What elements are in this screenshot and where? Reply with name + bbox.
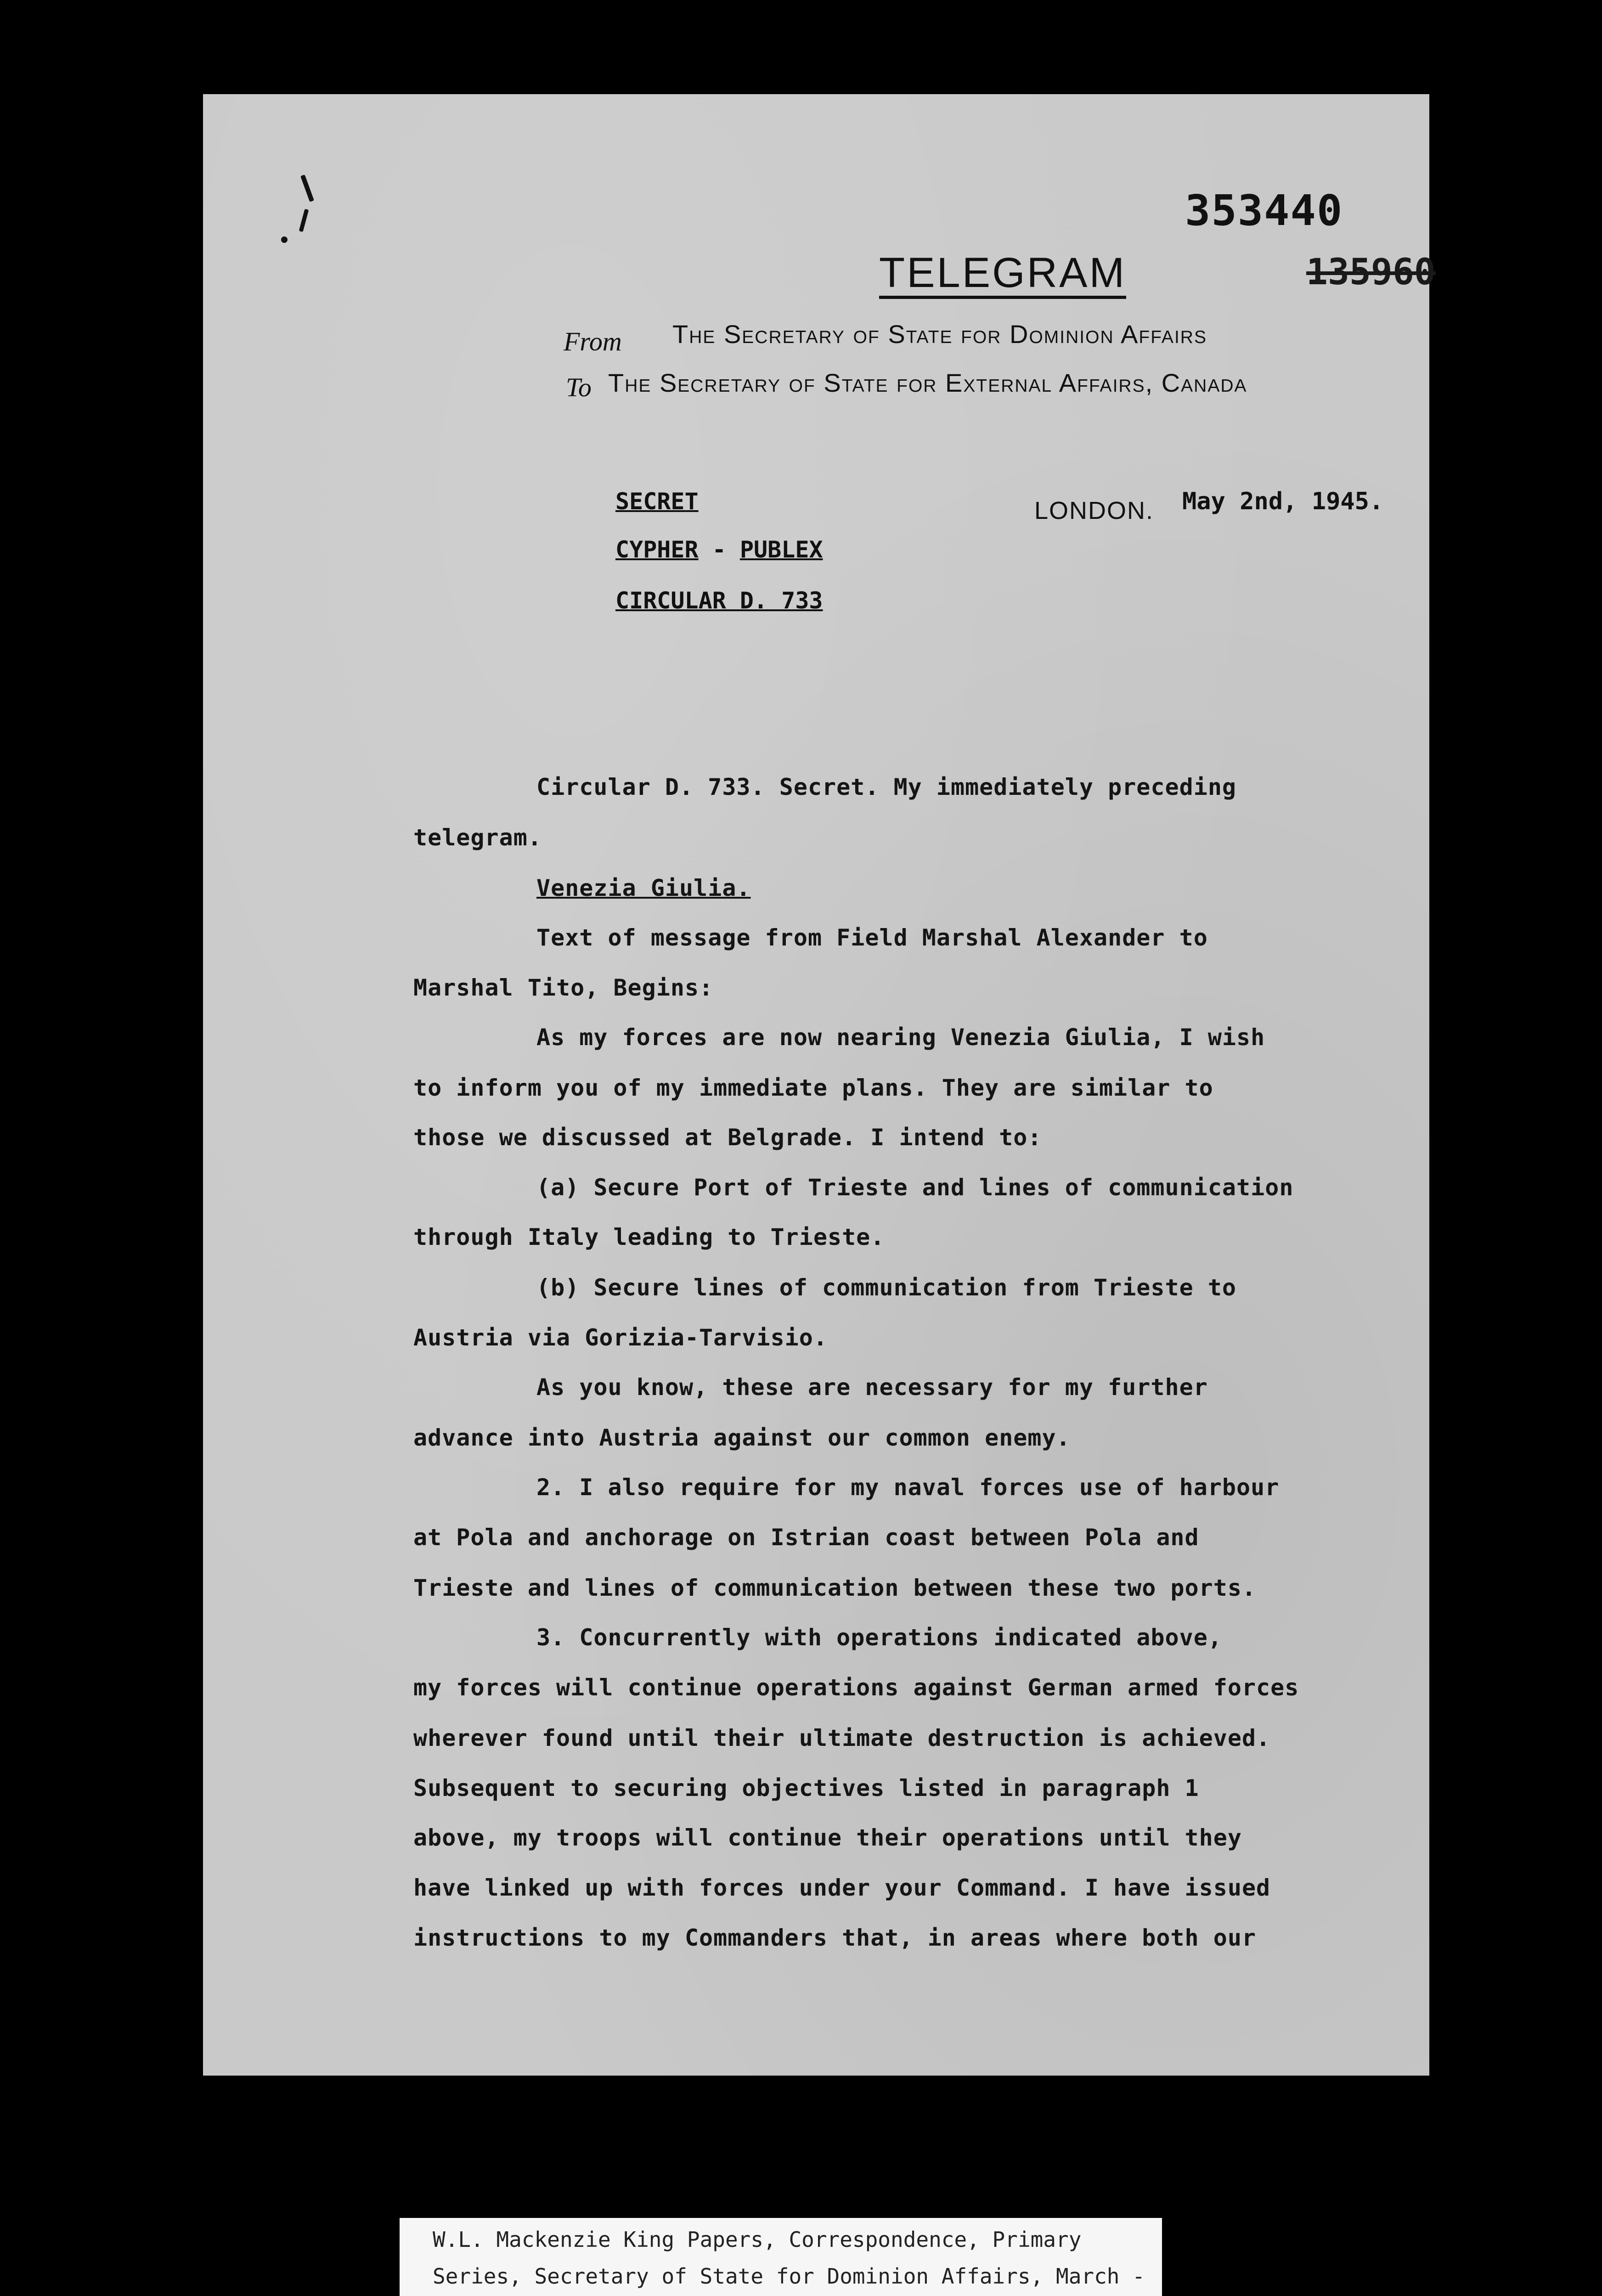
publex-label: PUBLEX <box>739 536 823 563</box>
archive-note-line: W.L. Mackenzie King Papers, Correspondence, Primary <box>433 2227 1082 2252</box>
cypher-line <box>615 536 823 563</box>
secret-classification: SECRET <box>615 488 699 515</box>
body-line: my forces will continue operations against German armed forces <box>413 1674 1299 1701</box>
to-label: To <box>566 372 592 402</box>
body-line: (b) Secure lines of communication from Trieste to <box>536 1274 1237 1301</box>
body-line: those we discussed at Belgrade. I intend to: <box>413 1124 1042 1151</box>
handwritten-tick-mark <box>299 209 309 232</box>
body-line: have linked up with forces under your Command. I have issued <box>413 1874 1271 1901</box>
body-line: Text of message from Field Marshal Alexander to <box>536 924 1208 951</box>
body-line: Subsequent to securing objectives listed in paragraph 1 <box>413 1775 1199 1801</box>
from-label: From <box>564 326 622 356</box>
body-line: 3. Concurrently with operations indicated above, <box>536 1624 1222 1651</box>
telegram-title: TELEGRAM <box>879 252 1126 299</box>
body-line: telegram. <box>413 824 542 851</box>
handwritten-tick-mark <box>300 174 314 202</box>
body-line: instructions to my Commanders that, in areas where both our <box>413 1925 1257 1951</box>
city-label: LONDON. <box>1034 497 1154 524</box>
cypher-separator: - <box>698 536 740 563</box>
body-line: Circular D. 733. Secret. My immediately preceding <box>536 774 1237 800</box>
section-heading: Venezia Giulia. <box>536 875 751 901</box>
body-line: through Italy leading to Trieste. <box>413 1224 885 1250</box>
cypher-label: CYPHER <box>615 536 699 563</box>
telegram-sheet <box>203 94 1436 2076</box>
circular-reference: CIRCULAR D. 733 <box>615 587 823 614</box>
body-line: advance into Austria against our common enemy. <box>413 1424 1071 1451</box>
archive-reference-note <box>400 2218 1162 2296</box>
body-line: Marshal Tito, Begins: <box>413 974 714 1001</box>
body-line: As my forces are now nearing Venezia Giulia, I wish <box>536 1024 1265 1051</box>
body-line: at Pola and anchorage on Istrian coast between Pola and <box>413 1524 1199 1551</box>
to-recipient: The Secretary of State for External Affairs, Canada <box>608 368 1247 397</box>
body-line: Austria via Gorizia-Tarvisio. <box>413 1324 828 1351</box>
archive-note-line: Series, Secretary of State for Dominion Affairs, March - <box>433 2264 1145 2289</box>
body-line: above, my troops will continue their operations until they <box>413 1824 1242 1851</box>
body-line: 2. I also require for my naval forces use of harbour <box>536 1474 1280 1501</box>
from-sender: The Secretary of State for Dominion Affairs <box>672 320 1207 349</box>
telegram-date: May 2nd, 1945. <box>1182 488 1384 515</box>
body-line: to inform you of my immediate plans. They are similar to <box>413 1075 1213 1101</box>
body-line: Trieste and lines of communication between these two ports. <box>413 1575 1257 1601</box>
body-line: As you know, these are necessary for my further <box>536 1374 1208 1401</box>
document-number: 353440 <box>1185 186 1343 235</box>
body-line: (a) Secure Port of Trieste and lines of communication <box>536 1174 1294 1201</box>
body-line: wherever found until their ultimate destruction is achieved. <box>413 1725 1271 1751</box>
handwritten-dot-mark <box>281 236 288 243</box>
crossed-out-number: 135960 <box>1306 252 1436 293</box>
